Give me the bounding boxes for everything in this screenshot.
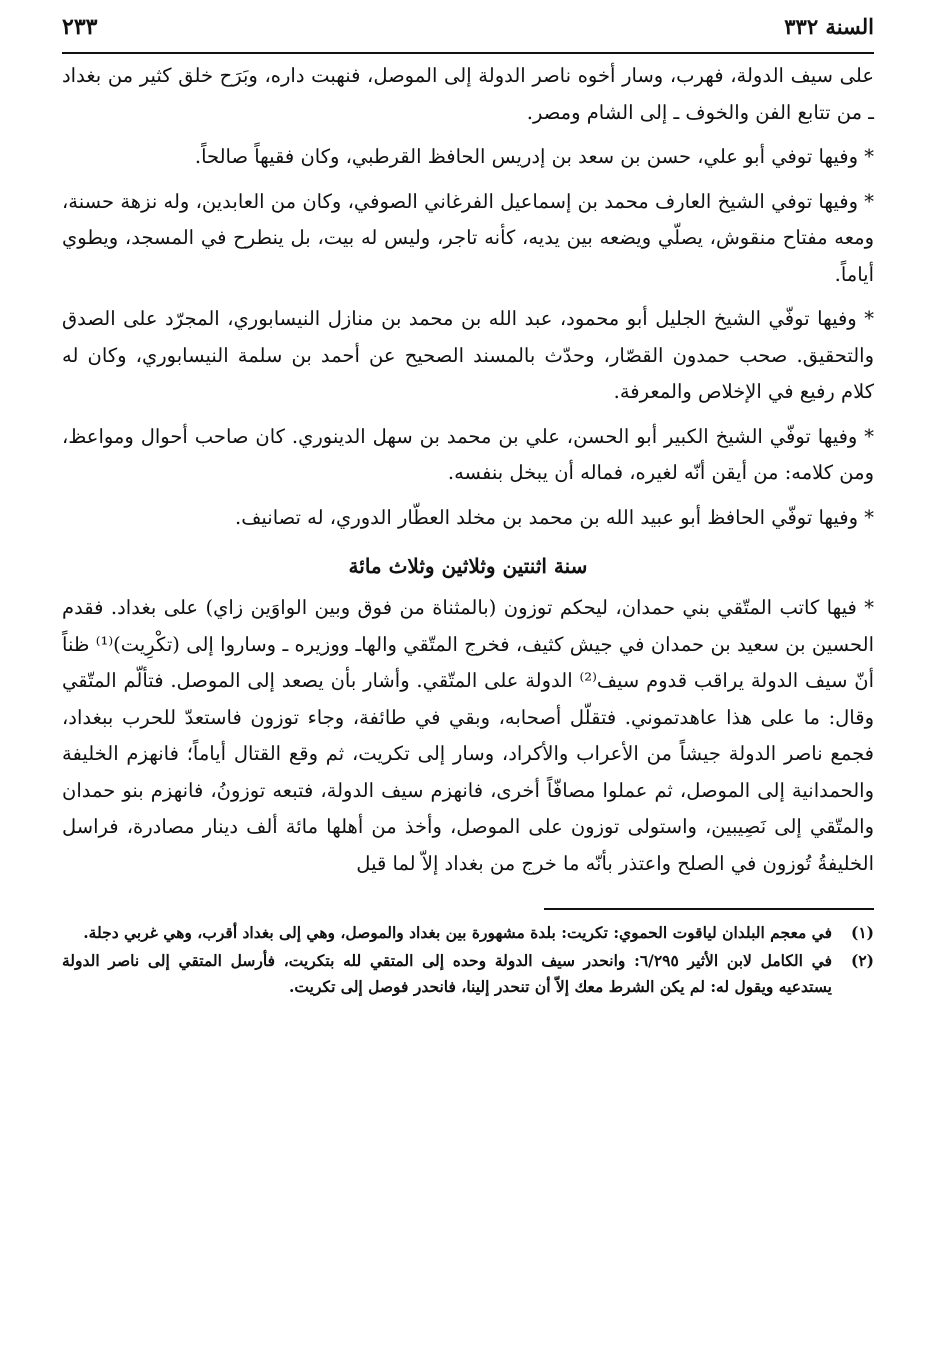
section-heading: سنة اثنتين وثلاثين وثلاث مائة (348, 554, 588, 578)
running-title: السنة ٣٣٢ (784, 14, 874, 39)
footnote-divider (544, 908, 874, 910)
footnote-number: (١) (850, 923, 874, 942)
page-header (62, 14, 874, 52)
body-paragraph: * وفيها توفّي الشيخ الكبير أبو الحسن، علي بن محمد بن سهل الدينوري. كان صاحب أحوال ومواعظ، ومن كلامه: من أيقن أنّه لغيره، فماله أن يبخل بنفسه. (62, 424, 874, 484)
page-number: ٢٣٣ (62, 14, 98, 40)
body-paragraph: * وفيها توفي الشيخ العارف محمد بن إسماعيل الفرغاني الصوفي، وكان من العابدين، وله نزهة حسنة، ومعه مفتاح منقوش، يصلّي ويضعه بين يديه، كأنه تاجر، وليس له بيت، بل ينطرح في المسجد، ويطوي أياماً. (62, 189, 874, 286)
body-paragraph: على سيف الدولة، فهرب، وسار أخوه ناصر الدولة إلى الموصل، فنهبت داره، وبَرَح خلق كثير من بغداد ـ من تتابع الفن والخوف ـ إلى الشام ومصر. (62, 64, 874, 124)
header-divider (62, 52, 874, 54)
body-paragraph: * وفيها توفّي الحافظ أبو عبيد الله بن محمد بن مخلد العطّار الدوري، له تصانيف. (235, 505, 874, 529)
body-paragraph: * وفيها توفي أبو علي، حسن بن سعد بن إدريس الحافظ القرطبي، وكان فقيهاً صالحاً. (194, 145, 874, 168)
footnote-number: (٢) (850, 951, 874, 970)
footnote (62, 920, 874, 946)
footnote-text: في معجم البلدان لياقوت الحموي: تكريت: بلدة مشهورة بين بغداد والموصل، وهي إلى بغداد أقرب، وهي غربي دجلة. (83, 923, 832, 942)
body-paragraph: * وفيها توفّي الشيخ الجليل أبو محمود، عبد الله بن محمد بن منازل النيسابوري، المجرّد على الصدق والتحقيق. صحب حمدون القصّار، وحدّث بالمسند الصحيح عن أحمد بن سلمة النيسابوري، وكان له كلام رفيع في الإخلاص والمعرفة. (62, 307, 874, 403)
book-page (62, 14, 874, 1002)
footnote (62, 948, 874, 1000)
section-paragraph: * فيها كاتب المتّقي بني حمدان، ليحكم توزون (بالمثناة من فوق وبين الواوَين زاي) على بغداد. فقدم الحسين بن سعيد بن حمدان في جيش كثيف، فخرج المتّقي والهاـ ووزيره ـ وساروا إلى (تكْرِيت)⁽¹⁾ ظناً أنّ سيف الدولة يراقب قدوم سيف⁽²⁾ الدولة على المتّقي. وأشار بأن يصعد إلى الموصل. فتألّم المتّقي وقال: ما على هذا عاهدتموني. فتقلّل أصحابه، وبقي في طائفة، وجاء توزون فاستعدّ للحرب ببغداد، فجمع ناصر الدولة جيشاً من الأعراب والأكراد، وسار إلى تكريت، ثم وقع القتال أياماً؛ فانهزم الخليفة والحمدانية إلى الموصل، ثم عملوا مصافّاً أخرى، فانهزم سيف الدولة، فتبعه توزونُ، فانهزم بنو حمدان والمتّقي إلى نَصِيبين، واستولى توزون على الموصل، وأخذ من أهلها مائة ألف دينار مصادرة، فراسل الخليفةُ تُوزون في الصلح واعتذر بأنّه ما خرج من بغداد إلاّ لما قيل (62, 596, 874, 875)
footnote-text: في الكامل لابن الأثير ٦/٢٩٥: وانحدر سيف الدولة وحده إلى المتقي لله بتكريت، فأرسل المتقي إلى ناصر الدولة يستدعيه ويقول له: لم يكن الشرط معك إلاّ أن تنحدر إلينا، فانحدر فوصل إلى تكريت. (62, 951, 832, 996)
